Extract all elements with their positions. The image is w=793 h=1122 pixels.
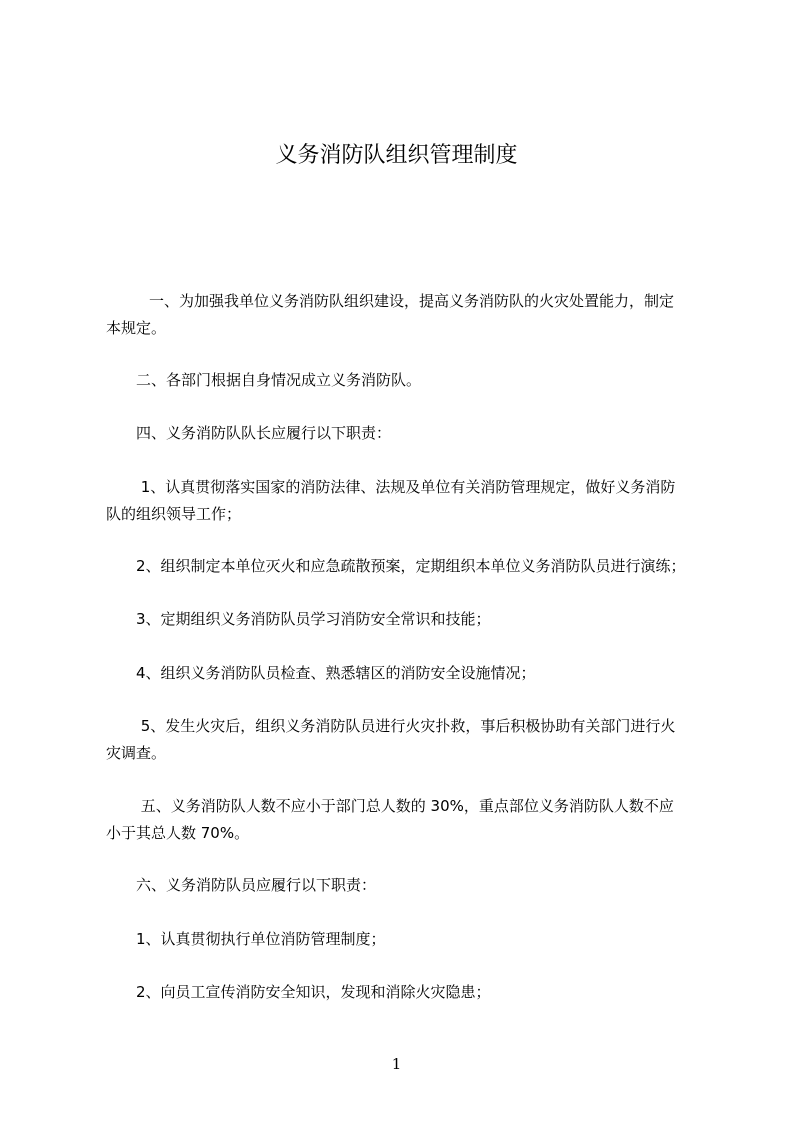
paragraph-line: 一、为加强我单位义务消防队组织建设，提高义务消防队的火灾处置能力，制定 bbox=[134, 292, 675, 310]
paragraph-line: 4、组织义务消防队员检查、熟悉辖区的消防安全设施情况； bbox=[106, 664, 536, 682]
paragraph-2 bbox=[106, 367, 716, 394]
paragraph-11 bbox=[106, 926, 716, 953]
paragraph-12 bbox=[106, 979, 716, 1006]
paragraph-line: 本规定。 bbox=[106, 319, 167, 337]
paragraph-10 bbox=[106, 872, 716, 899]
paragraph-line: 六、义务消防队员应履行以下职责： bbox=[106, 876, 377, 894]
paragraph-5 bbox=[106, 553, 716, 580]
paragraph-line: 队的组织领导工作； bbox=[106, 505, 242, 523]
paragraph-line: 5、发生火灾后，组织义务消防队员进行火灾扑救，事后积极协助有关部门进行火 bbox=[106, 717, 676, 735]
paragraph-line: 四、义务消防队队长应履行以下职责： bbox=[106, 424, 392, 442]
paragraph-3 bbox=[106, 420, 716, 447]
paragraph-7 bbox=[106, 660, 716, 687]
paragraph-line: 1、认真贯彻落实国家的消防法律、法规及单位有关消防管理规定，做好义务消防 bbox=[106, 478, 676, 496]
paragraph-line: 二、各部门根据自身情况成立义务消防队。 bbox=[106, 371, 422, 389]
paragraph-8 bbox=[106, 713, 716, 767]
paragraph-line: 小于其总人数 70%。 bbox=[106, 824, 250, 842]
paragraph-line: 灾调查。 bbox=[106, 744, 167, 762]
paragraph-line: 2、组织制定本单位灭火和应急疏散预案，定期组织本单位义务消防队员进行演练； bbox=[106, 557, 686, 575]
paragraph-6 bbox=[106, 606, 716, 633]
paragraph-line: 2、向员工宣传消防安全知识，发现和消除火灾隐患； bbox=[106, 983, 491, 1001]
document-title: 义务消防队组织管理制度 bbox=[275, 143, 518, 168]
paragraph-line: 3、定期组织义务消防队员学习消防安全常识和技能； bbox=[106, 610, 491, 628]
paragraph-9 bbox=[106, 793, 716, 847]
paragraph-line: 五、义务消防队人数不应小于部门总人数的 30%，重点部位义务消防队人数不应 bbox=[106, 797, 674, 815]
paragraph-line: 1、认真贯彻执行单位消防管理制度； bbox=[106, 930, 386, 948]
paragraph-1 bbox=[106, 288, 716, 342]
paragraph-4 bbox=[106, 474, 716, 528]
page-number: 1 bbox=[391, 1055, 402, 1073]
